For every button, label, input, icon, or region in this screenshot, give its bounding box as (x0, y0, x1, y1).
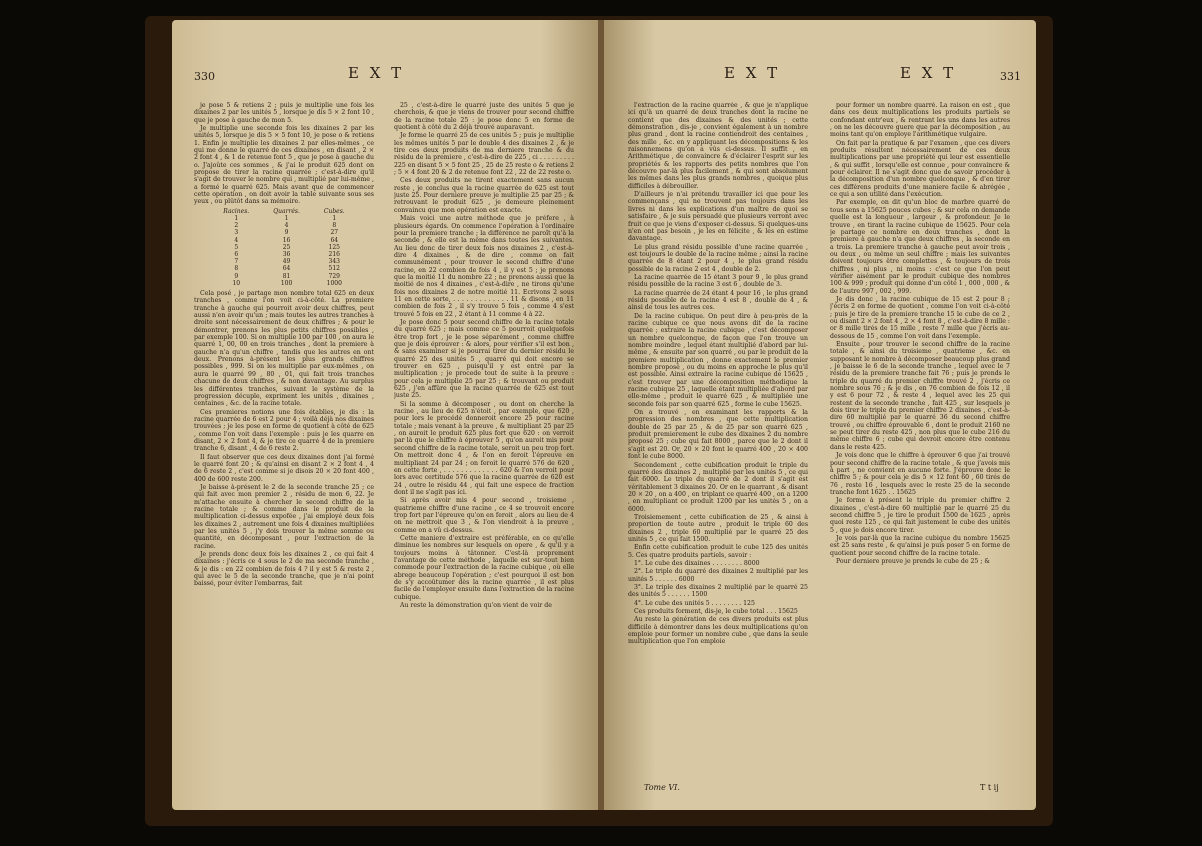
paragraph: Au reste la démonstration qu'on vient de voir de (400, 602, 552, 610)
table-header: Cubes. (323, 207, 345, 215)
sum-line: 1°. Le cube des dixaines . . . . . . . . 8000 (634, 559, 760, 567)
paragraph: Je baisse à-présent le 2 de la seconde tranche 25 ; ce qui fait avec mon premier 2 , résidu de mon 6, 22. Je m'attache ensuite à chercher le second chiffre de la racine totale ; & comme dans le produit de la multiplication ci-dessus expofée , j'ai employé deux fois les dixaines 2 , autrement une fois 4 dixaines multipliées par les unités 5 , j'y dois trouver la même somme ou quantité, en décomposant , pour l'extraction de la racine. (194, 483, 374, 550)
paragraph: Ensuite , pour trouver le second chiffre de la racine totale , & ainsi du troisieme , quatrieme , &c. en supposant le nombre à décomposer beaucoup plus grand , je baisse le 6 de la seconde tranche , lequel avec le 7 résidu de la premiere tranche fait 76 ; puis je prends le triple du quarré du premier chiffre trouvé 2 , j'écris ce nombre sous 76 ; & je dis , en 76 combien de fois 12 , il y est 6 pour 72 , & reste 4 , lequel avec les 25 qui restent de la seconde tranche , fait 425 , sur lesquels je dois tirer le triple du premier chiffre 2 dixaines , c'est-à-dire 60 multiplié par le quarré 36 du second chiffre trouvé , ou chiffre éprouvable 6 , dont le produit 2160 ne se peut tirer du reste 425 , non plus que le cube 216 du même chiffre 6 ; cube qui devroit encore être contenu dans le reste 425. (830, 341, 1010, 451)
paragraph: Si après avoir mis 4 pour second , troisieme , quatrieme chiffre d'une racine , ce 4 se trouvoit encore trop fort par l'épreuve qu'on en feroit , alors au lieu de 4 on ne mettroit que 3 , & l'on viendroit à la preuve , comme on a vû ci-dessus. (394, 497, 574, 534)
paragraph: Mais voici une autre méthode que je préfere , à plusieurs égards. On commence l'opération à l'ordinaire pour la premiere tranche ; la différence ne paroît qu'à la seconde , & elle est la même dans toutes les suivantes. Au lieu donc de tirer deux fois nos dixaines 2 , c'est-à-dire 4 dixaines , & de dire , comme on fait communément , pour trouver le second chiffre d'une racine, en 22 combien de fois 4 , il y est 5 ; je prenons que la moitié 11 du nombre 22 ; ne prenons aussi que la moitié de nos 4 dixaines , c'est-à-dire , ne tirons qu'une fois nos dixaines 2 de notre moitié 11. Ecrivons 2 sous 11 en cette sorte, . . . . . . . . . . . . . 11 & disons , en 11 combien de fois 2 , il s'y trouve 5 fois , comme 4 s'est trouvé 5 fois en 22 , 2 étant à 11 comme 4 à 22. (394, 215, 574, 318)
running-head-right: E X T (724, 64, 781, 82)
table-cell: 8 (234, 265, 239, 273)
paragraph: La racine quarrée de 24 étant 4 pour 16 , le plus grand résidu possible de la racine 4 est 8 , double de 4 , & ainsi de tous les autres ces. (628, 289, 808, 312)
paragraph: je pose 5 & retiens 2 ; puis je multiplie une fois les dixaines 2 par les unités 5 , lorsque je dis 5 × 2 font 10 , que je pose à gauche de mon 5. (194, 102, 374, 124)
paragraph: Au reste la génération de ces divers produits est plus difficile à démontrer dans les deux multiplications qu'on emploie pour former un nombre cube , que dans la seule multiplication que l'on emploie (628, 616, 808, 646)
paragraph: Je dis donc , la racine cubique de 15 est 2 pour 8 ; j'écris 2 en forme de quotient , comme l'on voit ci-à-côté ; puis je tire de la premiere tranche 15 le cube de ce 2 , ou disant 2 × 2 font 4 , 2 × 4 font 8 , c'est-à-dire 8 mille : or 8 mille tirés de 15 mille , reste 7 mille que j'écris au-dessous de 15 , comme l'on voit dans l'exemple. (830, 295, 1010, 340)
table-cell: 6 (234, 251, 239, 259)
table-row (211, 229, 356, 236)
table-cell: 343 (328, 258, 340, 266)
table-cell: 7 (234, 258, 239, 266)
paragraph: Je forme à présent le triple du premier chiffre 2 dixaines , c'est-à-dire 60 multiplié par le quarré 25 du second chiffre 5 , je tire le produit 1500 de 1625 , après quoi reste 125 , ce qui fait justement le cube des unités 5 , que je dois encore tirer. (830, 497, 1010, 534)
table-cell: 1 (234, 215, 239, 223)
paragraph: Le plus grand résidu possible d'une racine quarrée , est toujours le double de la racine même ; ainsi la racine quarrée de 8 étant 2 pour 4 , le plus grand résidu possible de la racine 2 est 4 , double de 2. (628, 243, 808, 273)
table-row (211, 258, 356, 265)
table-cell: 1 (332, 215, 337, 223)
table-header: Racines. (223, 207, 250, 215)
paragraph: Enfin cette cubification produit le cube 125 des unités 5. Ces quatre produits partiels, savoir : (628, 544, 808, 559)
table-row (211, 273, 356, 280)
paragraph: D'ailleurs je n'ai prétendu travailler ici que pour les commençans , qui ne trouvent pas toujours dans les livres ni dans les explications d'un maître de quoi se satisfaire , & je suis persuadé que plusieurs verront avec fruit ce que je viens d'exposer ci-dessus. Si quelques-uns n'en ont pas besoin , je les en félicite , & les en estime davantage. (628, 191, 808, 243)
table-row (211, 222, 356, 229)
table-row (211, 280, 356, 287)
table-cell: 49 (282, 258, 291, 266)
sum-line: 2°. Le triple du quarré des dixaines 2 multiplié par les unités 5 . . . . . . 6000 (628, 568, 808, 583)
paragraph: Par exemple, on dit qu'un bloc de marbre quarré de tous sens a 15625 pouces cubes ; & sur cela on demande quelle est la longueur , largeur , & profondeur. Je le trouve , en tirant la racine cubique de 15625. Pour cela je partage ce nombre en deux tranches , dont la premiere à gauche n'a que deux chiffres , la seconde en a trois. La premiere tranche à gauche peut avoir trois , ou deux , ou même un seul chiffre ; mais les suivantes doivent toujours être complettes , & toujours de trois chiffres , ni plus , ni moins : c'est ce que l'on peut vérifier aisément par le produit cubique des nombres 100 & 999 ; produit qui donne d'un côté 1 , 000 , 000 , & de l'autre 997 , 002 , 999. (830, 199, 1010, 295)
paragraph: Troisiemement , cette cubification de 25 , & ainsi à proportion de toute autre , produit le triple 60 des dixaines 2 , triple 60 multiplié par le quarré 25 des unités 5 , ce qui fait 1500. (628, 513, 808, 543)
sum-line: 3°. Le triple des dixaines 2 multiplié par le quarré 25 des unités 5 . . . . . . 1500 (628, 584, 808, 599)
table-row (211, 237, 356, 244)
paragraph: Pour derniere preuve je prends le cube de 25 ; & (836, 557, 990, 565)
table-cell: 27 (330, 229, 339, 237)
table-cell: 729 (328, 272, 340, 280)
paragraph: On fait par la pratique & par l'examen , que ces divers produits résultent nécessairement de ces deux multiplications par une propriété qui leur est essentielle , & qui suffit , lorsqu'elle est connue , pour convaincre & pour éclairer. Il ne s'agit donc que de savoir procéder à la décomposition d'un nombre quelconque , & d'en tirer ces différens produits d'une maniere facile & abrégée , ce qui a son utilité dans l'exécution. (830, 139, 1010, 199)
paragraph: La racine quarrée de 15 étant 3 pour 9 , le plus grand résidu possible de la racine 3 est 6 , double de 3. (628, 273, 808, 289)
table-cell: 9 (234, 272, 239, 280)
table-cell: 4 (284, 222, 289, 230)
paragraph: Cela posé , je partage mon nombre total 625 en deux tranches , comme l'on voit ci-à-côté. La premiere tranche à gauche qui pourroit avoir deux chiffres, peut aussi n'en avoir qu'un ; mais toutes les autres tranches à droite sont nécessairement de deux chiffres ; & pour le démontrer, prenons les plus petits chiffres possibles , par exemple 100. Si on multiplie 100 par 100 , on aura le quarré 1, 00, 00 en trois tranches , dont la premiere à gauche n'a qu'un chiffre , tandis que les autres en ont deux. Prenons à-présent les plus grands chiffres possibles , 999. Si on les multiplie par eux-mêmes , on aura le quarré 99 , 80 , 01, qui fait trois tranches chacune de deux chiffres , & non davantage. Au surplus les différentes tranches, suivant le système de la progression décuple, expriment les unités , dixaines , centaines , &c. de la racine totale. (194, 290, 374, 408)
table-cell: 64 (282, 265, 291, 273)
table-cell: 25 (282, 243, 291, 251)
paragraph: De la racine cubique. On peut dire à peu-près de la racine cubique ce que nous avons dit de la racine quarrée ; extraire la racine cubique , c'est décomposer un nombre quelconque, de façon que l'on trouve un nombre moindre , lequel étant multiplié d'abord par lui-même , & ensuite par son quarré , ou par le produit de la premiere multiplication , donne exactement le premier nombre proposé , ou du moins en approche le plus qu'il est possible. Ainsi extraire la racine cubique de 15625 , c'est trouver par une décomposition méthodique la racine cubique 25 , laquelle étant multipliée d'abord par elle-même , produit le quarré 625 , & multipliée une seconde fois par son quarré 625 , forme le cube 15625. (628, 312, 808, 408)
table-cell: 100 (280, 279, 293, 287)
left-page-column-1 (194, 102, 374, 792)
table-cell: 3 (234, 229, 239, 237)
right-page-column-1 (628, 102, 808, 792)
table-cell: 4 (234, 236, 239, 244)
table-row (211, 215, 356, 222)
table-cell: 36 (282, 251, 291, 259)
table-cell: 8 (332, 222, 337, 230)
sum-line: 4°. Le cube des unités 5 . . . . . . . . 125 (634, 599, 755, 607)
table-cell: 512 (328, 265, 340, 273)
running-head-left: E X T (348, 64, 405, 82)
sum-line: Ces produits forment, dis-je, le cube total . . . 15625 (634, 608, 798, 616)
paragraph: Je vois donc que le chiffre à éprouver 6 que j'ai trouvé pour second chiffre de la racine totale , & que j'avois mis à part , ne convient en aucune forte. J'éprouve donc le chiffre 5 ; & pour cela je dis 5 × 12 font 60 , 60 tirés de 76 , reste 16 , lesquels avec le reste 25 de la seconde tranche font 1625 . . 15625 (830, 452, 1010, 496)
table-row (211, 265, 356, 272)
table-cell: 64 (330, 236, 339, 244)
paragraph: Je pose donc 5 pour second chiffre de la racine totale du quarré 625 ; mais comme ce 5 pourroit quelquefois être trop fort , je le pose séparément , comme chiffre que je dois éprouver : & alors, pour vérifier s'il est bon , & sans examiner si je pourrai tirer du dernier résidu le quarré 25 des unités 5 , quarré qui doit encore se trouver en 625 , puisqu'il y est entré par la multiplication ; je procede tout de suite à la preuve : pour cela je multiplie 25 par 25 ; & trouvant ou produit 625 , j'en affûre que la racine quarrée de 625 est tout juste 25. (394, 318, 574, 400)
table-cell: 216 (328, 251, 340, 259)
footer-volume: Tome VI. (644, 783, 680, 792)
paragraph: 25 , c'est-à-dire le quarré juste des unités 5 que je cherchois, & que je viens de trouver pour second chiffre de la racine totale 25 : je pose donc 5 en forme de quotient à côté du 2 déjà trouvé auparavant. (394, 102, 574, 132)
paragraph: Je multiplie une seconde fois les dixaines 2 par les unités 5, lorsque je dis 5 × 5 font 10, je pose o & retiens 1. Enfin je multiplie les dixaines 2 par elles-mêmes , ce qui me donne le quarré de ces dixaines , en disant , 2 × 2 font 4 , & 1 de retenue font 5 , que je pose à gauche du o. J'ajoûte ces sommes , & j'ai le produit 625 dont on propose de tirer la racine quarrée ; c'est-à-dire qu'il s'agit de trouver le nombre qui , multiplié par lui-même , a formé le quarré 625. Mais avant que de commencer cette opération , on doit avoir la table suivante sous ses yeux , ou plûtôt dans sa mémoire. (194, 125, 374, 206)
roots-table (194, 208, 374, 287)
paragraph: Cette maniere d'extraire est préférable, en ce qu'elle diminue les nombres sur lesquels on opere , & qu'il y a toujours moins à tâtonner. C'est-là proprement l'avantage de cette méthode , laquelle est sur-tout bien commode pour l'extraction de la racine cubique , où elle abrege beaucoup l'opération ; c'est pourquoi il est bon de s'y accoûtumer dès la racine quarrée , il est plus facile de l'employer ensuite dans l'extraction de la racine cubique. (394, 534, 574, 601)
paragraph: Je prends donc deux fois les dixaines 2 , ce qui fait 4 dixaines : j'écris ce 4 sous le 2 de ma seconde tranche , & je dis : en 22 combien de fois 4 ? il y est 5 & reste 2 , qui avec le 5 de la seconde tranche, que je n'ai point baissé, pour éviter l'embarras, fait (194, 551, 374, 588)
paragraph: Si la somme à décomposer , ou dont on cherche la racine , au lieu de 625 n'étoit , par exemple, que 620 , pour lors le procédé donneroit encore 25 pour racine totale ; mais venant à la preuve , & multipliant 25 par 25 , on auroit le produit 625 plus fort que 620 : on verroit par là que le chiffre à éprouver 5 , qu'on auroit mis pour second chiffre de la racine totale, seroit un peu trop fort. On mettroit donc 4 , & l'on en feroit l'épreuve en multipliant 24 par 24 ; on feroit le quarré 576 de 620 , en cette forte , . . . . . . . . . . . . . 620 & l'on verroit pour lors avec certitude 576 que la racine quarrée de 620 est 24 , outre le résidu 44 , qui fait une espece de fraction dont il ne s'agit pas ici. (394, 400, 574, 496)
paragraph: Ces premieres notions une fois établies, je dis : la racine quarrée de 6 est 2 pour 4 ; voilà déjà nos dixaines trouvées ; je les pose en forme de quotient à côté de 625 , comme l'on voit dans l'exemple : puis je les quarre en disant, 2 × 2 font 4, & je tire ce quarré 4 de la premiere tranche 6, disant , 4 de 6 reste 2. (194, 408, 374, 453)
table-row (211, 244, 356, 251)
table-cell: 81 (282, 272, 291, 280)
table-row (211, 251, 356, 258)
paragraph: Ces deux produits ne tirent exactement sans aucun reste , je conclus que la racine quarrée de 625 est tout juste 25. Pour derniere preuve je multiplie 25 par 25 ; & retrouvant le produit 625 , je demeure pleinement convaincu que mon opération est exacte. (394, 177, 574, 214)
right-page-column-2 (830, 102, 1010, 792)
page-number-left: 330 (194, 70, 215, 83)
paragraph: On a trouvé , en examinant les rapports & la progression des nombres , que cette multiplication double de 25 par 25 , & de 25 par son quarré 625 , produit premierement le cube des dixaines 2 du nombre proposé 25 ; cube qui fait 8000 , parce que le 2 dont il s'agit est 20. Or, 20 × 20 font le quarré 400 , 20 × 400 font le cube 8000. (628, 409, 808, 461)
left-page-column-2 (394, 102, 574, 792)
table-cell: 2 (234, 222, 239, 230)
paragraph: Secondement , cette cubification produit le triple du quarré des dixaines 2 , multiplié par les unités 5 , ce qui fait 6000. Le triple du quarré de 2 dont il s'agit est véritablement 3 dixaines 20. Or en le quarrant , & disant 20 × 20 , on a 400 , en triplant ce quarré 400 , on a 1200 , en multipliant ce produit 1200 par les unités 5 , on a 6000. (628, 461, 808, 513)
running-head-right-2: E X T (900, 64, 957, 82)
table-cell: 1 (284, 215, 289, 223)
table-cell: 1000 (326, 279, 342, 287)
table-cell: 125 (328, 243, 340, 251)
paragraph: Il faut observer que ces deux dixaines dont j'ai formé le quarré font 20 ; & qu'ainsi en disant 2 × 2 font 4 , 4 de 6 reste 2 , c'est comme si je disois 20 × 20 font 400 , 400 de 600 reste 200. (194, 453, 374, 483)
paragraph: Je vois par-là que la racine cubique du nombre 15625 est 25 sans reste , & qu'ainsi je puis poser 5 en forme de quotient pour second chiffre de la racine totale. (830, 534, 1010, 557)
table-cell: 9 (284, 229, 289, 237)
table-cell: 10 (232, 279, 241, 287)
table-header: Quarrés. (273, 207, 300, 215)
left-page (172, 20, 600, 810)
paragraph: pour former un nombre quarré. La raison en est , que dans ces deux multiplications les produits partiels se confondant entr'eux , & rentrant les uns dans les autres , on ne les découvre guere que par la décomposition , au moins tant qu'on employe l'arithmétique vulgaire. (830, 102, 1010, 139)
page-number-right: 331 (1000, 70, 1021, 83)
table-cell: 5 (234, 243, 239, 251)
right-page (604, 20, 1036, 810)
footer-signature: T t ij (980, 783, 999, 792)
paragraph: l'extraction de la racine quarrée , & que je n'applique ici qu'à un quarré de deux tranches dont la racine ne contient que des dixaines & des unités ; cette démonstration , dis-je , convient également à un nombre plus grand , dont la racine contiendroit des centaines , des mille , &c. en y appliquant les décompositions & les raisonnemens qu'on a vûs ci-dessus. Il suffit , en Arithmétique , de convaincre & d'éclairer l'esprit sur les propriétés & les rapports des petits nombres que l'on découvre par-là plus facilement , & qui sont absolument les mêmes dans les plus grands nombres , quoique plus difficiles à débrouiller. (628, 102, 808, 190)
paragraph: Je forme le quarré 25 de ces unités 5 ; puis je multiplie les mêmes unités 5 par le double 4 des dixaines 2 , & je tire ces deux produits de ma derniere tranche & du résidu de la premiere , c'est-à-dire de 225 , ci . . . . . . . . . 225 en disant 5 × 5 font 25 , 25 de 25 reste o & retiens 2 ; 5 × 4 font 20 & 2 de retenue font 22 , 22 de 22 reste o. (394, 132, 574, 177)
table-cell: 16 (282, 236, 291, 244)
